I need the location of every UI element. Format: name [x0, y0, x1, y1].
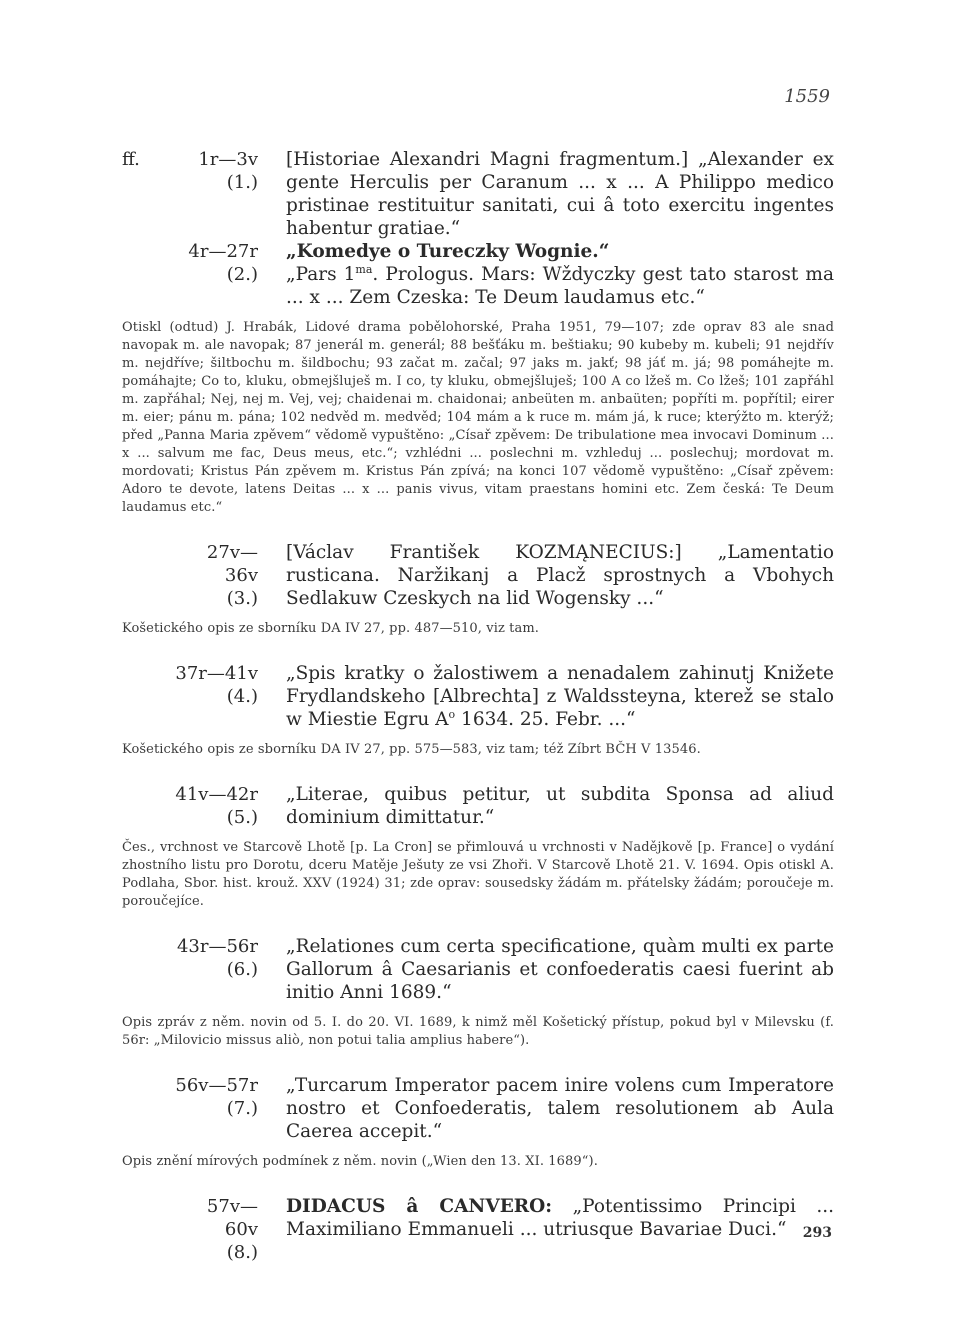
folio-label: [174, 662, 286, 731]
folio-range: 41v—42r: [175, 784, 258, 805]
item-number: (3.): [226, 588, 258, 609]
entry-text: „Turcarum Imperator pacem inire volens cum Imperatore nostro et Confoederatis, talem resolutionem ab Aula Caerea accepit.“: [286, 1075, 834, 1142]
entry-line-pre: „Pars 1: [286, 264, 356, 285]
item-number: (7.): [226, 1098, 258, 1119]
item-number: (8.): [226, 1242, 258, 1263]
entry-note: Košetického opis ze sborníku DA IV 27, pp. 575—583, viz tam; též Zíbrt BČH V 13546.: [122, 742, 701, 757]
entry-line-pre: „Spis kratky o žalostiwem a nenadalem zahinutj Knižete Frydlandskeho [Albrechta] z Waldssteyna, kterež se stalo w Miestie Egru A: [286, 663, 834, 730]
superscript: ma: [355, 262, 373, 276]
folio-range: 4r—27r: [188, 241, 258, 262]
catalog-entry-4: [122, 662, 834, 731]
folio-label: [174, 541, 286, 610]
catalog-entry-6: [122, 935, 834, 1004]
folio-label: [174, 783, 286, 829]
entry-text: „Relationes cum certa specificatione, quàm multi ex parte Gallorum â Caesarianis et confoederatis caesi fuerint ab initio Anni 1689.“: [286, 936, 834, 1003]
folio-label: [174, 935, 286, 1004]
folio-range: 57v—60v: [206, 1196, 258, 1240]
catalog-entry-3: [122, 541, 834, 610]
entry-text: [286, 240, 834, 309]
entry-title-bold: „Komedye o Tureczky Wognie.“: [286, 241, 610, 262]
folio-range: 1r—3v: [198, 149, 258, 170]
entry-text: „Literae, quibus petitur, ut subdita Sponsa ad aliud dominium dimittatur.“: [286, 784, 834, 828]
item-number: (6.): [226, 959, 258, 980]
entry-line-post: 1634. 25. Febr. ...“: [455, 709, 636, 730]
entry-note: Košetického opis ze sborníku DA IV 27, pp. 487—510, viz tam.: [122, 621, 539, 636]
catalog-entry-1: [122, 148, 834, 240]
entry-note: Opis znění mírových podmínek z něm. novin („Wien den 13. XI. 1689“).: [122, 1154, 598, 1169]
folio-range: 27v—36v: [206, 542, 258, 586]
entry-line-post: . Prologus. Mars: Wždyczky gest tato starost ma ... x ... Zem Czeska: Te Deum laudamus etc.“: [286, 264, 834, 308]
entry-text: [Václav František KOZMĄNECIUS:] „Lamentatio rusticana. Naržikanj a Placž sprostnych a Vbohych Sedlakuw Czeskych na lid Wogensky ...“: [286, 542, 834, 609]
page-number: 1559: [784, 86, 830, 107]
folio-label: [122, 240, 286, 309]
entry-note: Opis zpráv z něm. novin od 5. I. do 20. VI. 1689, k nimž měl Košetický přístup, pokud byl v Milevsku (f. 56r: „Milovicio missus aliò, non potui talia amplius habere“).: [122, 1015, 834, 1048]
folio-label: [174, 1074, 286, 1143]
item-number: (4.): [226, 686, 258, 707]
folio-range: 37r—41v: [175, 663, 258, 684]
folio-range: 43r—56r: [176, 936, 258, 957]
superscript: o: [448, 707, 456, 721]
item-number: (5.): [226, 807, 258, 828]
entry-note: Čes., vrchnost ve Starcově Lhotě [p. La Cron] se přimlouvá u vrchnosti v Nadějkově [p. France] o vydání zhostního listu pro Dorotu, dceru Matěje Ješuty ze vsi Zhoři. V Starcově Lhotě 21. V. 1694. Opis otiskl A. Podlaha, Sbor. hist. krouž. XXV (1924) 31; zde oprav: sousedsky žádám m. přátelsky žádám; poroučeje m. poroučejíce.: [122, 840, 834, 909]
entry-note: Otiskl (odtud) J. Hrabák, Lidové drama pobělohorské, Praha 1951, 79—107; zde oprav 83 ale snad navopak m. ale navopak; 87 jenerál m. generál; 88 bešťáku m. beštiaku; 90 kubeby m. kubeli; 91 nejdřív m. nejdříve; šiltbochu m. šildbochu; 93 začat m. začal; 97 jaks m. jakť; 98 jáť m. já; 98 pomáhejte m. pomáhajte; Co to, kluku, obmejšluješ m. I co, ty kluku, obmejšluješ; 100 A co lžeš m. Co lžeš; 101 zapřáhl m. zapřáhal; Nej, nej m. Vej, vej; chaidenai m. chaidonai; anbeüten m. anbaüten; popříti m. popřítil; eirer m. eier; pánu m. pána; 102 nedvěd m. medvěd; 104 mám a k ruce m. mám já, k ruce; kterýžto m. kterýž; před „Panna Maria zpěvem“ vědomě vypuštěno: „Císař zpěvem: De tribulatione mea invocavi Dominum ... x ... salvum me fac, Deus meus, etc.“; vzhlédni ... poslechni m. vzhleduj ... poslechuj; mordovat m. mordovati; Kristus Pán zpěvem m. Kristus Pán zpívá; na konci 107 vědomě vypuštěno: „Císař zpěvem: Adoro te devote, latens Deitas ... x ... panis vivus, vitam praestans homini etc. Zem česká: Te Deum laudamus etc.“: [122, 320, 834, 515]
folio-label: [174, 1195, 286, 1264]
item-number: (2.): [226, 264, 258, 285]
entry-text: [286, 1195, 834, 1264]
author-bold: DIDACUS â CANVERO:: [286, 1196, 553, 1217]
catalog-body: [122, 148, 834, 1264]
entry-text: [Historiae Alexandri Magni fragmentum.] „Alexander ex gente Herculis per Caranum ... x ... A Philippo medico pristinae restituitur sanitati, cui â toto exercitu ingentes habentur gratiae.“: [286, 149, 834, 239]
catalog-entry-2: [122, 240, 834, 309]
folio-prefix: ff.: [122, 149, 140, 170]
catalog-entry-7: [122, 1074, 834, 1143]
folio-range: 56v—57r: [175, 1075, 258, 1096]
catalog-entry-5: [122, 783, 834, 829]
catalog-entry-8: [122, 1195, 834, 1264]
footer-number: 293: [802, 1225, 832, 1241]
item-number: (1.): [226, 172, 258, 193]
folio-label: [122, 148, 286, 240]
entry-line-post: „Potentissimo Principi ... Maximiliano Emmanueli ... utriusque Bavariae Duci.“: [286, 1196, 834, 1240]
entry-text: [286, 662, 834, 731]
